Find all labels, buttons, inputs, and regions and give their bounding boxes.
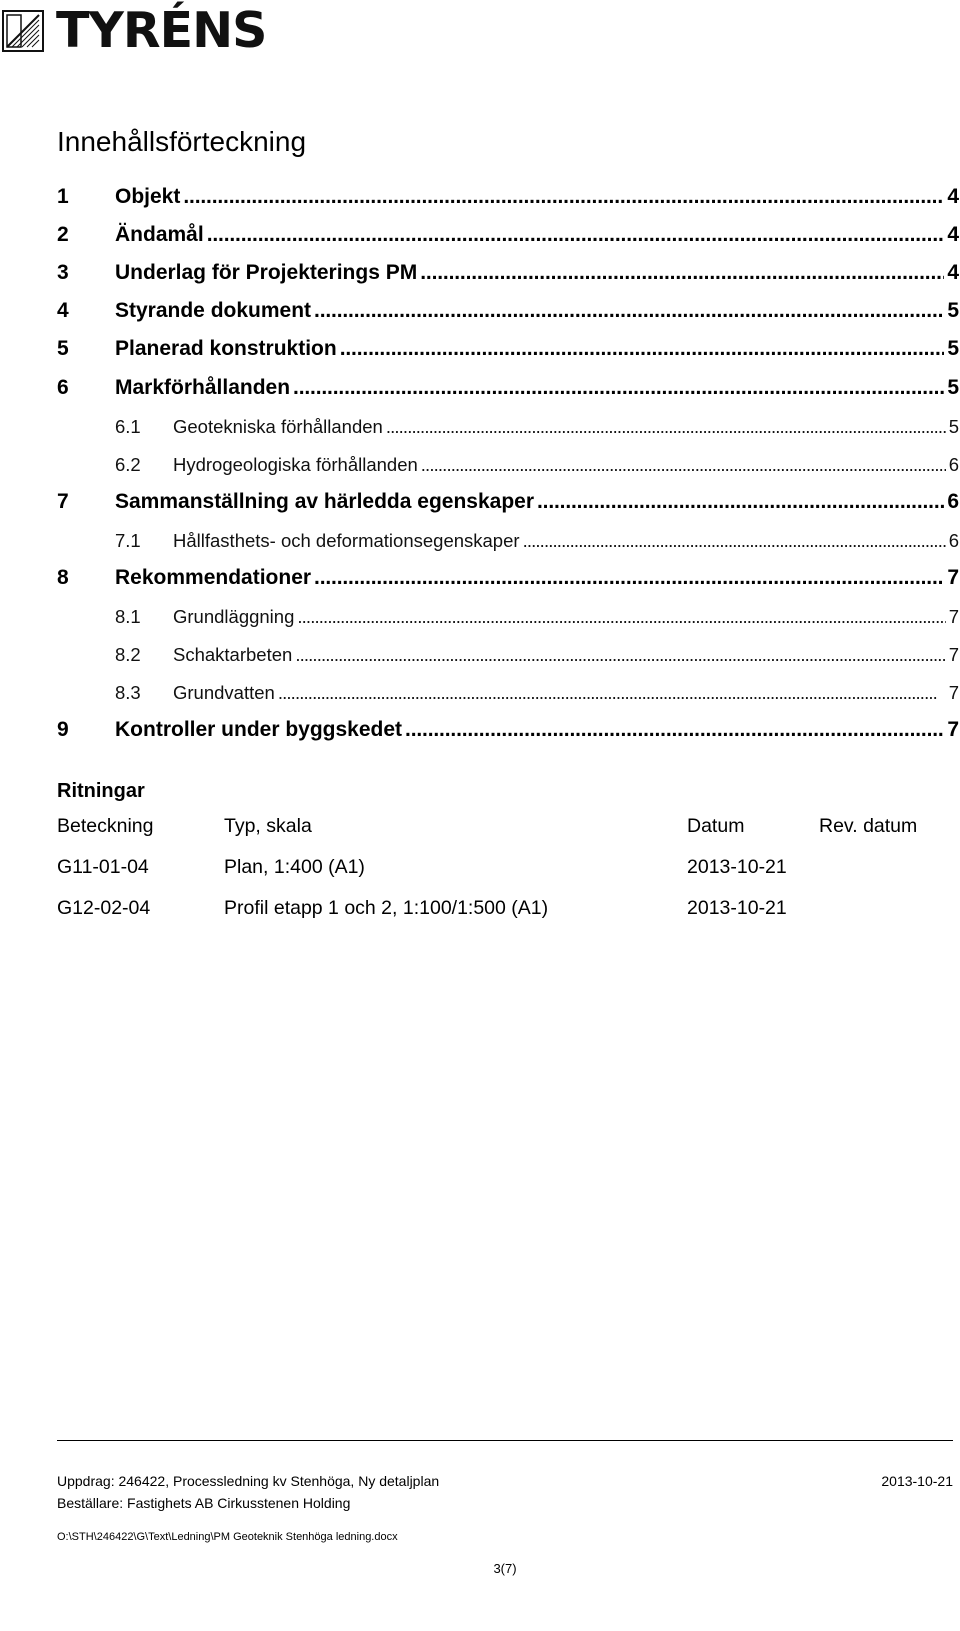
toc-entry[interactable] — [57, 255, 959, 285]
toc-entry-label: Grundläggning — [173, 606, 295, 628]
table-row — [57, 856, 960, 884]
toc-entry-number: 3 — [57, 261, 69, 285]
toc-entry-number: 4 — [57, 299, 69, 323]
table-row — [57, 897, 960, 925]
toc-entry-page: 6 — [947, 489, 959, 513]
footer-file-path: O:\STH\246422\G\Text\Ledning\PM Geoteknik Stenhöga ledning.docx — [57, 1531, 398, 1543]
cell-beteckning: G11-01-04 — [57, 856, 149, 878]
toc-entry-label: Planerad konstruktion — [115, 337, 337, 361]
toc-entry[interactable] — [57, 293, 959, 323]
toc-entry-page: 7 — [948, 644, 959, 666]
toc-entry[interactable] — [57, 522, 959, 552]
header-rev-datum: Rev. datum — [819, 815, 918, 837]
toc-entry-label: Objekt — [115, 185, 181, 208]
footer-date: 2013-10-21 — [881, 1473, 953, 1489]
toc-entry-label: Grundvatten — [173, 682, 275, 704]
toc-entry-number: 8.3 — [115, 682, 141, 704]
toc-entry-page: 6 — [948, 529, 959, 551]
toc-entry[interactable] — [57, 484, 959, 514]
header-beteckning: Beteckning — [57, 815, 154, 837]
toc-entry-number: 6 — [57, 375, 69, 399]
toc-entry-number: 7.1 — [115, 529, 141, 551]
toc-entry-page: 5 — [947, 299, 959, 323]
toc-dot-leader — [314, 566, 944, 590]
toc-dot-leader — [297, 606, 945, 628]
toc-entry-label: Geotekniska förhållanden — [173, 415, 383, 437]
toc-entry[interactable] — [57, 179, 959, 209]
toc-dot-leader — [421, 454, 946, 476]
toc-entry-label: Hydrogeologiska förhållanden — [173, 453, 418, 475]
toc-dot-leader — [314, 299, 944, 323]
toc-entry-page: 6 — [948, 453, 959, 475]
toc-entry-page: 5 — [947, 375, 959, 399]
toc-entry-label: Rekommendationer — [115, 566, 312, 589]
toc-entry-number: 2 — [57, 223, 69, 247]
toc-entry[interactable] — [57, 331, 959, 361]
cell-datum: 2013-10-21 — [687, 897, 787, 919]
toc-entry-page: 4 — [947, 185, 959, 208]
toc-dot-leader — [278, 682, 946, 704]
toc-entry-label: Schaktarbeten — [173, 644, 293, 666]
toc-entry-number: 6.2 — [115, 453, 141, 475]
toc-entry[interactable] — [57, 370, 959, 400]
toc-entry-number: 9 — [57, 718, 69, 742]
toc-dot-leader — [537, 490, 944, 514]
toc-entry-page: 4 — [947, 261, 959, 285]
drawings-header-row — [57, 815, 960, 843]
header-typ-skala: Typ, skala — [224, 815, 312, 837]
toc-entry-label: Sammanställning av härledda egenskaper — [115, 489, 534, 513]
toc-entry[interactable] — [57, 598, 959, 628]
toc-entry[interactable] — [57, 446, 959, 476]
footer-bestallare: Beställare: Fastighets AB Cirkusstenen Holding — [57, 1495, 351, 1511]
drawings-title: Ritningar — [57, 780, 145, 802]
cell-typ-skala: Plan, 1:400 (A1) — [224, 856, 365, 878]
toc-entry-number: 5 — [57, 337, 69, 361]
toc-entry-label: Ändamål — [115, 223, 204, 247]
footer-uppdrag: Uppdrag: 246422, Processledning kv Stenhöga, Ny detaljplan — [57, 1473, 440, 1489]
toc-entry-page: 7 — [948, 682, 959, 704]
toc-entry-page: 5 — [948, 415, 959, 437]
toc-dot-leader — [183, 185, 944, 209]
toc-entry[interactable] — [57, 674, 959, 704]
toc-entry[interactable] — [57, 636, 959, 666]
toc-entry-page: 7 — [948, 606, 959, 628]
footer-divider — [57, 1440, 953, 1441]
toc-entry-number: 8 — [57, 566, 69, 589]
toc-title: Innehållsförteckning — [57, 126, 307, 157]
toc-dot-leader — [523, 530, 946, 552]
cell-typ-skala: Profil etapp 1 och 2, 1:100/1:500 (A1) — [224, 897, 549, 919]
cell-beteckning: G12-02-04 — [57, 897, 151, 919]
tyrens-logo-mark-icon — [2, 10, 44, 52]
toc-entry-number: 8.1 — [115, 606, 141, 628]
toc-dot-leader — [405, 718, 944, 742]
toc-entry-number: 6.1 — [115, 415, 141, 437]
toc-entry[interactable] — [57, 217, 959, 247]
cell-datum: 2013-10-21 — [687, 856, 787, 878]
toc-entry[interactable] — [57, 712, 959, 742]
header-datum: Datum — [687, 815, 745, 837]
toc-entry-label: Kontroller under byggskedet — [115, 718, 403, 742]
toc-entry-number: 8.2 — [115, 644, 141, 666]
toc-entry-page: 7 — [947, 718, 959, 742]
toc-dot-leader — [295, 644, 945, 666]
toc-entry-label: Hållfasthets- och deformationsegenskaper — [173, 529, 520, 551]
toc-dot-leader — [420, 261, 944, 285]
toc-entry-label: Markförhållanden — [115, 375, 291, 399]
toc-entry-page: 4 — [947, 223, 959, 247]
toc-entry[interactable] — [57, 408, 959, 438]
toc-dot-leader — [386, 416, 946, 438]
toc-dot-leader — [340, 337, 945, 361]
tyrens-logo — [2, 2, 267, 59]
toc-entry-label: Underlag för Projekterings PM — [115, 261, 418, 285]
toc-dot-leader — [207, 223, 945, 247]
toc-entry-label: Styrande dokument — [115, 299, 312, 323]
toc-entry-number: 7 — [57, 489, 69, 513]
toc-entry-page: 5 — [947, 337, 959, 361]
toc-dot-leader — [293, 376, 944, 400]
toc-entry[interactable] — [57, 560, 959, 590]
logo-wordmark: TYRÉNS — [56, 2, 267, 59]
page-number: 3(7) — [493, 1561, 517, 1576]
toc-entry-number: 1 — [57, 185, 69, 208]
toc-entry-page: 7 — [947, 566, 959, 589]
